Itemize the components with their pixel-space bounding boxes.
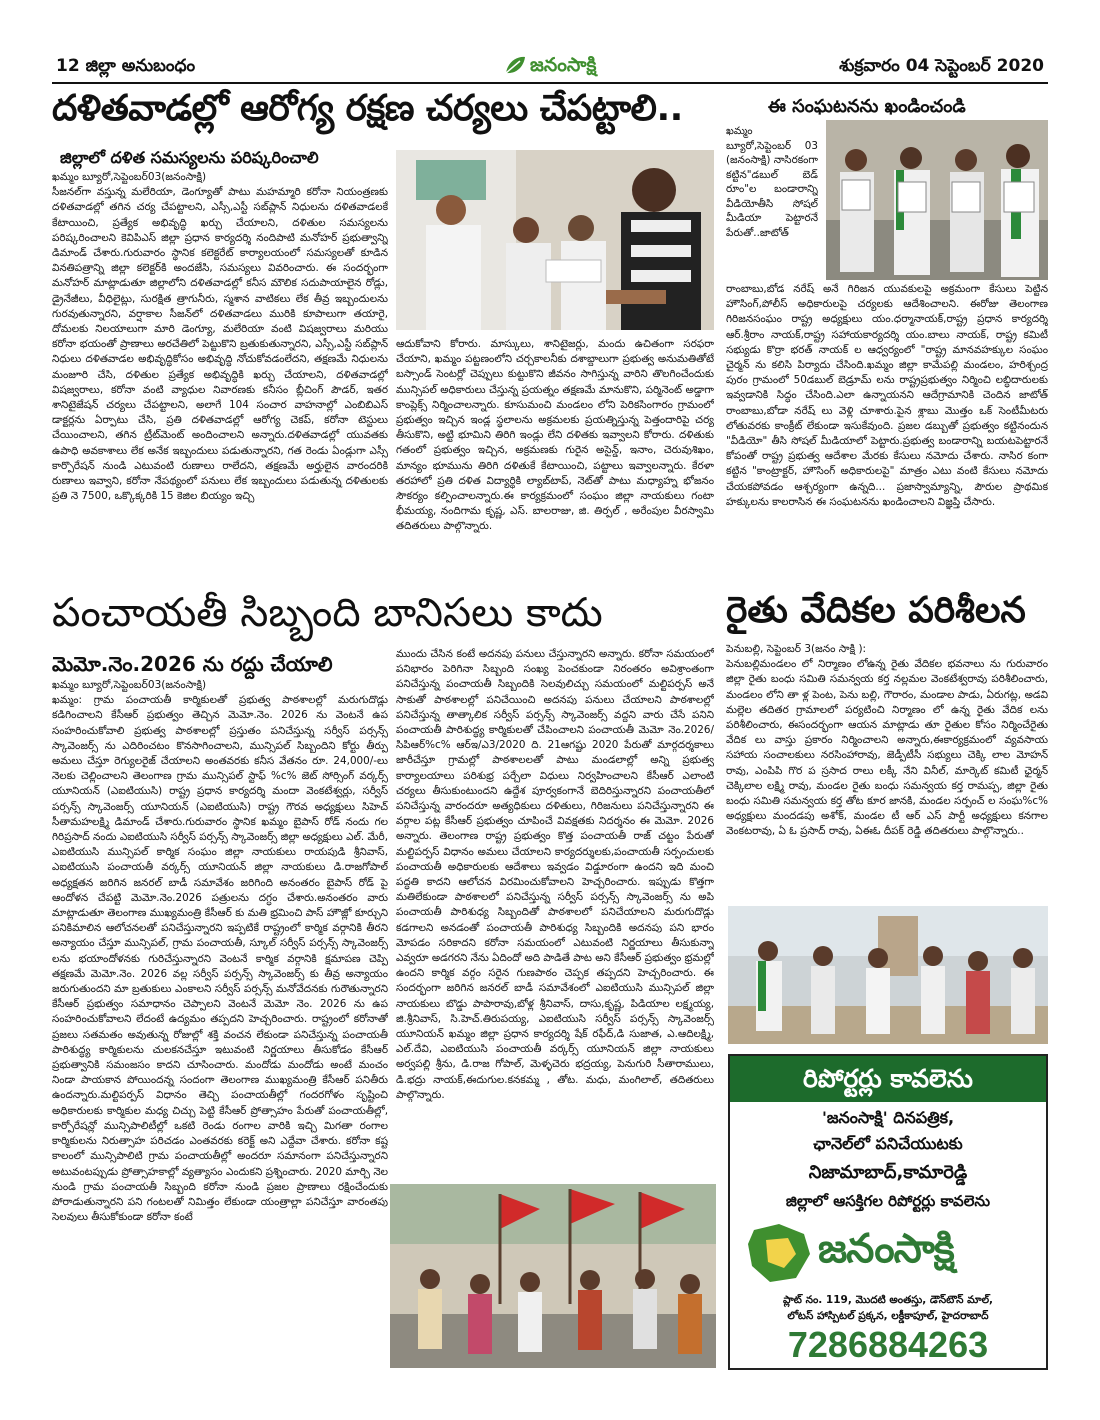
ad-logo-text: జనంసాక్షి bbox=[818, 1226, 954, 1272]
story4-col bbox=[726, 642, 1048, 904]
story1-subhead: జిల్లాలో దళిత సమస్యలను పరిష్కరించాలి bbox=[60, 148, 319, 167]
photo-tribal-association bbox=[826, 120, 1048, 280]
story3-col1 bbox=[52, 678, 388, 1368]
ad-logo bbox=[744, 1218, 1034, 1288]
header-rule bbox=[52, 82, 1048, 84]
photo-rythu-vedika bbox=[728, 906, 1048, 1044]
story1-col1 bbox=[52, 170, 388, 580]
story2-intro bbox=[726, 124, 818, 284]
story1-col2 bbox=[396, 337, 714, 582]
masthead-leaf-icon bbox=[502, 53, 528, 79]
story3-headline: పంచాయతీ సిబ్బంది బానిసలు కాదు bbox=[52, 590, 603, 636]
story3-col2-text: ముందు చేసిన కంటే అదనపు పనులు చేస్తున్నారని అన్నారు. కరోనా సమయంలో పనిభారం పెరిగినా సిబ్బంది సంఖ్య పెంచకుండా నిరంతరం అవిశ్రాంతంగా పనిచేస్తున్న పంచాయతీ సిబ్బందికి సెలవులిచ్చు సమయంలో మల్టిపర్పస్ అనే సాకుతో పాఠశాలల్లో పనిచేయించి అదనపు పనులు చేయాలని పాఠశాలల్లో పనిచేస్తున్న తాత్కాలిక సర్వీస్ పర్సన్స్ స్కావెంజర్స్ వద్దని వారు చేసే పనిని పంచాయతీ పారిశుద్ధ్య కార్మికులతో చేపించాలని పంచాయతీ మెమో నెం.2026/ సిపిఆర్%c% ఆర్‌ఇ/ఎ3/2020 ది. 21ఆగష్టు 2020 పేరుతో మార్గదర్శకాలు జారీచేస్తూ గ్రామల్లో పాఠశాలలతో పాటు మండలాల్లో అన్ని ప్రభుత్వ కార్యాలయాలు పరిశుభ్ర పర్చేలా విధులు నిర్వహించాలని కేసీఆర్ ఎలాంటి చర్యలు తీసుకుంటుందని ఉద్దేశ పూర్వకంగానే బెదిరిస్తున్నారని పంచాయతీలో పనిచేస్తున్న వారందరూ అత్యధికులు దళితులు, గిరిజనులు పనిచేస్తున్నారని ఈ వర్గాల పట్ల కేసీఆర్ ప్రభుత్వం చూపించే వివక్షతకు నిదర్శనం ఈ మెమో. 2026 అన్నారు. తెలంగాణ రాష్ట్ర ప్రభుత్వం కొత్త పంచాయతీ రాజ్ చట్టం పేరుతో మల్టిపర్పస్ విధానం అమలు చేయాలని కార్యదర్శులకు,పంచాయతీ సర్పంచులకు పంచాయతీ అధికారులకు ఆదేశాలు ఇవ్వడం విడ్డూరంగా ఉందని ఇది మంచి పద్ధతి కాదని ఆలోచన విరమించుకోవాలని హెచ్చరించారు. ఇప్పుడు కొత్తగా మతిలేకుండా పాఠశాలలో పనిచేస్తున్న సర్వీస్ పర్సన్స్ స్కావెంజర్స్ ను అపి పంచాయతీ పారిశుధ్య సిబ్బందితో పాఠశాలలో పనిచేయాలని మరుగుదొడ్లు కడగాలని అనడంతో పంచాయతీ పారిశుధ్య సిబ్బందికి అదనపు పని భారం మోపడం సరికాదని కరోనా సమయంలో ఎటువంటి నిర్ణయాలు తీసుకున్నా ఎవ్వరూ అడగరని నేను ఏదిందో అది పాడితే పాట అని కేసీఆర్ ప్రభుత్వం భ్రమల్లో ఉందని కార్మిక వర్గం సరైన గుణపాఠం చెప్పక తప్పదని హెచ్చరించారు. ఈ సందర్భంగా జరిగిన జనరల్ బాడీ సమావేశంలో ఎఐటియుసి మున్సిపల్ జిల్లా నాయకులు బొడ్డు పాపారావు,బోళ్ల శ్రీనివాస్, దాసు,కృష్ణ, పిడియాల లక్ష్మయ్య, జి.శ్రీనివాస్, సి.హెచ్.తిరుపయ్య, ఎఐటియుసి సర్వీస్ పర్సన్స్ స్కావెంజర్స్ యూనియన్ ఖమ్మం జిల్లా ప్రధాన కార్యదర్శి షేక్ రఫీద్,డి సుజాత, ఎ.ఆదిలక్ష్మి, ఎల్.దేవి, ఎఐటియుసి పంచాయతీ వర్కర్స్ యూనియన్ జిల్లా నాయకులు అర్వపల్లి శ్రీను, డి.రాజ గోపాల్, మెళ్ళచెరు భద్రయ్య, పెనుగురి సీతారాములు, డి.భద్రు నాయక్,ఈదుగుల.కనకమ్మ , తోట. మధు, మంగిలాల్, తదితరులు పాల్గొన్నారు. bbox=[396, 648, 714, 1101]
aituc-protest-red-flags-photo bbox=[390, 1184, 716, 1368]
ad-address1: ప్లాట్ నం. 119, మొదటి అంతస్తు, డౌన్‌టౌన్ మాల్, bbox=[782, 1294, 994, 1306]
story3-dateline: ఖమ్మం బ్యూరో,సెప్టెంబర్03(జనంసాక్షి) bbox=[52, 679, 207, 691]
story3-col2 bbox=[396, 647, 714, 1177]
story1-col2-text: ఆదుకోవాని కోరారు. మాస్కులు, శానిటైజర్లు, మందు ఉచితంగా సరఫరా చేయాని, ఖమ్మం పట్టణంలోని చర్చకాలనీకు దశాబ్దాలుగా ప్రభుత్వ అనుమతితోటే బస్సాండ్ సెంటర్లో చెప్పులు కుట్టుకొని జీవనం సాగిస్తున్న వారిని తొలగించేందుకు మున్సిపల్ అధికారులు చేస్తున్న ప్రయత్నం తక్షణమే మానుకొని, పర్మినెంట్ అడ్డాగా కాంప్లెక్స్ నిర్మించాలన్నారు. కూసుమంచి మండలం లోని పెరికసింగారం గ్రామంలో ప్రభుత్వం ఇచ్చిన ఇండ్ల స్థలాలను అక్రమలకు ప్రయత్నిస్తున్న పెత్తందారిపై చర్య తీసుకొని, అట్టి భూమిని తిరిగి ఇండ్లు లేని దళితకు ఇవ్వాలని కోరారు. దళితుకు గతంలో ప్రభుత్వం ఇచ్చిన, అక్రమణకు గురైన అసైన్డ్, ఇనాం, చెరువుశిఖం, మాన్యం భూమును తిరిగి దళితుకే కేటాయించి, పట్టాలు ఇవ్వాలన్నారు. కేరళా తరహాలో ప్రతి దళిత విద్యార్థికి ల్యాబ్‌టాప్, నెట్‌తో పాటు మధ్యాహ్న భోజనం సౌకర్యం కల్పించాలన్నారు.ఈ కార్యక్రమంలో సంఘం జిల్లా నాయకులు గంటా భీమయ్య, నందిగామ కృష్ణ, ఎస్. బాలరాజు, జి. తిర్పల్ , అరేంపుల వీరస్వామి తదితరులు పాల్గొన్నారు. bbox=[396, 338, 714, 533]
story4-body-text: పెనుబల్లిమండలం లో నిర్మాణం లోఉన్న రైతు వేదికల భవనాలు ను గురువారం జిల్లా రైతు బంధు సమితి సమన్వయ కర్త నల్లమల వెంకటేశ్వరావు పరిశీలించారు, మండలం లోని తా ళ్ల పెంట, పెను బల్లి, గౌరారం, మండాల పాడు, ఏరుగట్ల, అడవి మల్లెల తదితర గ్రామాలలో పర్యటించి నిర్మాణం లో ఉన్న రైతు వేదిక లను పరిశీలించారు, ఈసందర్భంగా ఆయన మాట్లాడు తూ రైతుల కోసం నిర్మించేరైతు వేదిక లు వాస్తు ప్రకారం నిర్మించాలని అన్నారు,ఈకార్యక్రమంలో వ్యవసాయ సహాయ సంచాలకులు నరసింహారావు, జెడ్పీటీసీ సభ్యులు చెక్కి లాల మోహన్ రావు, ఎంపిపి గొర ప స్రసాద రాలు లక్కీ నేని వినీల్, మార్కెట్ కమిటీ ఛైర్మన్ చెక్కిలాల లక్ష్మి రావు, మండల రైతు బంధు సమన్వయ కర్త రామప్ప, జిల్లా రైతు బంధు సమితి సమన్వయ కర్త తోట కూర జానకి, మండల సర్పంచ్ ల సంఘ%c% అధ్యక్షులు మందడపు అశోక్, మండల టీ ఆర్ ఎస్ పార్టీ అధ్యక్షులు కనగాల వెంకటరావు, ఏ ఓ ప్రసాద్ రావు, ఏఈఓ దీపక్ రెడ్డి తదితరులు పాల్గొన్నారు.. bbox=[726, 658, 1048, 838]
story4-headline: రైతు వేదికల పరిశీలన bbox=[726, 590, 1026, 631]
page-label: 12 జిల్లా అనుబంధం bbox=[56, 56, 196, 76]
ad-address2: లోటస్ హాస్పిటల్ ప్రక్కన, లక్డీకాపూల్, హైదరాబాద్ bbox=[787, 1310, 989, 1322]
photo-memorandum bbox=[396, 150, 714, 330]
ad-line1: 'జనంసాక్షి' దినపత్రిక, bbox=[821, 1108, 955, 1127]
story1-col1-text: సీజనల్‌గా వస్తున్న మలేరియా, డెంగ్యూతో పాటు మహమ్మారి కరోనా నియంత్రణకు దళితవాడల్లో తగిన చర్య చేపట్టాలని, ఎస్సీ,ఎస్టీ సబ్‌ప్లాన్ నిధులను దళితవాడలకే కేటాయించి, ప్రత్యేక అభివృద్ధి ఖర్చు చేయాలని, దళితుల సమస్యలను పరిష్కరించాలని కెవిపిఎస్ జిల్లా ప్రధాన కార్యదర్శి నందిపాటి మనోహర్ ప్రభుత్వాన్ని డిమాండ్ చేశారు.గురువారం స్థానిక కలెక్టరేట్ కార్యాలయంలో సమస్యలతో కూడిన వినతిపత్రాన్ని జిల్లా కలెక్టర్‌కి అందజేసి, సమస్యలు వివరించారు. ఈ సందర్భంగా మనోహర్ మాట్లాడుతూ జిల్లాలోని దళితవాడల్లో కనీస మౌలిక సదుపాయాలైన రోడ్లు, డ్రైనేజీలు, వీధిలైట్లు, సురక్షిత త్రాగునీరు, స్మశాన వాటికలు లేక తీవ్ర ఇబ్బందులను గురవుతున్నారని, వర్షాకాల సీజన్‌లో దళితవాడలు మురికి కూపాలుగా తయారై, దోమలకు నిలయాలుగా మారి డెంగ్యూ, మలేరియా వంటి విషజ్వరాలు మరియు కరోనా భయంతో ప్రాణాలు అరచేతిలో పెట్టుకొని బ్రతుకుతున్నారని, ఎస్సీ,ఎస్టీ సబ్‌ప్లాన్ నిధులు దళితవాడల అభివృద్ధికోసం అభివృద్ధి నోచుకోవడంలేదని, తక్షణమే నిధులను మంజూరి చేసి, దళితుల ప్రత్యేక అభివృద్ధికి ఖర్చు చేయాలని, దళితవాడల్లో విషజ్వరాలు, కరోనా వంటి వ్యాధుల నివారణకు కనీసం బ్లీచింగ్ పౌడర్, ఇతర శానిటైజేషన్ చర్యలు చేపట్టాలని, అలాగే 104 సంచార వాహనాల్లో ఎంబిబిఎస్ డాక్టర్లను ఏర్పాటు చేసి, ప్రతి దళితవాడల్లో ఆరోగ్య చెకప్, కరోనా టెస్టులు చేయించాలని, తగిన ట్రీట్‌మెంట్ అందించాలని అన్నారు.దళితవాడల్లో యువతకు ఉపాధి అవకాశాలు లేక అనేక ఇబ్బందులు పడుతున్నారని, గత రెండు ఏండ్లుగా ఎస్సీ కార్పొరేషన్ నుండి ఎటువంటి రుణాలు రాలేదని, తక్షణమే అర్హులైన వారందరికి రుణాలు ఇవ్వాని, కరోనా నేపథ్యంలో పనులు లేక ఇబ్బందులు పడుతున్న దళితులకు ప్రతి నె 7500, ఒక్కొక్కరికి 15 కెజిల బియ్యం ఇచ్చి bbox=[52, 186, 388, 503]
telangana-map-icon bbox=[744, 1220, 814, 1286]
page-date: శుక్రవారం 04 సెప్టెంబర్ 2020 bbox=[839, 56, 1044, 76]
page-header bbox=[52, 50, 1048, 86]
story1-dateline: ఖమ్మం బ్యూరో,సెప్టెంబర్03(జనంసాక్షి) bbox=[52, 171, 207, 183]
reporters-wanted-ad bbox=[728, 1054, 1048, 1370]
story1-headline: దళితవాడల్లో ఆరోగ్య రక్షణ చర్యలు చేపట్టాలి.. bbox=[52, 88, 683, 129]
tribal-association-members-holding-papers-photo bbox=[826, 120, 1048, 280]
story3-col1-text: ఖమ్మం: గ్రామ పంచాయతీ కార్మికులతో ప్రభుత్వ పాఠశాలల్లో మరుగుదొడ్లు కడిగించాలని కేసీఆర్ ప్రభుత్వం తెచ్చిన మెమో.నెం. 2026 ను వెంటనే ఉప సంహరించుకోవాలి ప్రభుత్వ పాఠశాలల్లో ప్రస్తుతం పనిచేస్తున్న సర్వీస్ పర్సన్స్ స్కావెంజర్స్ ను ఎదిరించటం కొనసాగించాలని, మున్సిపల్ సిబ్బందిని కోర్టు తీర్పు అమలు చేస్తూ రెగ్యులరైజ్ చేయాలని అంతవరకు కనీస వేతనం రూ. 24,000/-లు నెలకు చెల్లించాలని తెలంగాణ గ్రామ మున్సిపల్ స్టాఫ్ %c% జెట్ సోర్సింగ్ వర్కర్స్ యూనియన్ (ఎఐటియుసి) రాష్ట్ర ప్రధాన కార్యదర్శి మందా వెంకటేశ్వర్లు, సర్వీస్ పర్సన్స్ స్కావెంజర్స్ యూనియన్ (ఎఐటియుసి) రాష్ట్ర గౌరవ అధ్యక్షులు సిహెచ్ సీతామహలక్ష్మి డిమాండ్ చేశారు.గురువారం స్థానిక ఖమ్మం బైపాస్ రోడ్ నందు గల గిరిప్రసాద్ నందు ఎఐటియుసి సర్వీస్ పర్సన్స్ స్కావెంజర్స్ జిల్లా అధ్యక్షులు ఎల్. మేరీ, ఎఐటియుసి మున్సిపల్ కార్మిక సంఘం జిల్లా నాయకులు రాయపుడి శ్రీనివాస్, ఎఐటియుసి పంచాయతీ వర్కర్స్ యూనియన్ జిల్లా నాయకులు డి.రాజగోపాల్ అధ్యక్షతన జరిగిన జనరల్ బాడీ సమావేశం జరిగింది అనంతరం బైపాస్ రోడ్ పై ఆందోళన చేపట్టి మెమో.నెం.2026 పత్రులను దగ్ధం చేశారు.అనంతరం వారు మాట్లాడుతూ తెలంగాణ ముఖ్యమంత్రి కేసీఆర్ కు మతి భ్రమించి పాస్ హౌజ్లో కూర్చుని పనికిమాలిన ఆలోచనలతో పనిచేస్తున్నారని ఇప్పటికే రాష్ట్రంలో కార్మిక వర్గానికి తీరని అన్యాయం చేస్తూ మున్సిపల్, గ్రామ పంచాయతీ, స్కూల్ సర్వీస్ పర్సన్స్ స్కావెంజర్స్ లను భయాందోళనకు గురిచేస్తున్నారని వెంటనే కార్మిక వర్గానికి క్షమాపణ చెప్పి తక్షణమే మెమో.నెం. 2026 వల్ల సర్వీస్ పర్సన్స్ స్కావెంజర్స్ కు తీవ్ర అన్యాయం జరుగుతుందని మా బ్రతుకులు ఎంకాలని సర్వీస్ పర్సన్స్ మనోవేదనకు గురౌతున్నారని కేసీఆర్ ప్రభుత్వం సమాధానం చెప్పాలని వెంటనే మెమో నెం. 2026 ను ఉప సంహరించుకోవాలని లేదంటే ఉద్యమం తప్పదని హెచ్చరించారు. రాష్ట్రంలో కరోనాతో ప్రజలు సతమతం అవుతున్న రోజుల్లో శక్తి వంచన లేకుండా పనిచేస్తున్న పంచాయతీ పారిశుద్ధ్య కార్మికులను చులకనచేస్తూ ఇటువంటి నిర్ణయాలు తీసుకోడం కేసీఆర్ ప్రభుత్వానికి సమంజసం కాదని చూసించారు. మందోడు మందోడు అంటే మంచం నిండా పాయకాన పోయిందన్న సందంగా తెలంగాణ ముఖ్యమంత్రి కేసీఆర్ పనితీరు ఉందన్నారు.మల్టిపర్పస్ విధానం తెచ్చి పంచాయతీల్లో గందరగోళం సృష్టించి అధికారులకు కార్మికుల మధ్య చిచ్చు పెట్టి కేసీఆర్ ప్రోత్సాహం పేరుతో పంచాయతీల్లో, కార్పోరేషన్లో మున్సిపాలిటీల్లో ఒకటి రెండు రంగాల వారికి ఇచ్చి మిగతా రంగాల కార్మికులను నిరుత్సాహ పరిచడం ఎంతవరకు కరెక్ట్ అని ఎద్దేవా చేశారు. కరోనా కష్ట కాలంలో మున్సిపాలిటి గ్రామ పంచాయతీల్లో అందరూ సమానంగా పనిచేస్తున్నారని అటువంటప్పుడు ప్రోత్సాహకాల్లో వ్యత్యాసం ఎందుకని ప్రశ్నించారు. 2020 మార్చి నెల నుండి గ్రామ పంచాయతీ సిబ్బంది కరోనా నుండి ప్రజల ప్రాణాలు రక్షించేందుకు పోరాడుతున్నారని పని గంటలతో నిమిత్తం లేకుండా యంత్రాల్లా పనిచేస్తూ వారంతపు సెలవులు తీసుకోకుండా కరోనా కంటే bbox=[52, 694, 388, 1224]
story2-body bbox=[726, 282, 1048, 582]
story3-subhead: మెమో.నెం.2026 ను రద్దు చేయాలి bbox=[52, 652, 333, 676]
story2-intro-text: ఖమ్మం బ్యూరో,సెప్టెంబర్ 03 (జనంసాక్షి) నాసిరకంగా కట్టిన"డబుల్ బెడ్ రూం"ల బండారాన్ని వీడియోతీసి సోషల్ మీడియా పెట్టారనే పేరుతో..జాటోత్ bbox=[726, 125, 818, 239]
ad-line3: నిజామాబాద్,కామారెడ్డి bbox=[808, 1162, 968, 1183]
story2-body-text: రాంబాబు,బోడ నరేష్ అనే గిరిజన యువకులపై అక్రమంగా కేసులు పెట్టిన హౌసింగ్,పోలీస్ అధికారులపై చర్యలకు ఆదేశించాలని. ఈరోజు తెలంగాణ గిరిజనసంఘం రాష్ట్ర అధ్యక్షులు యం.ధర్మానాయక్,రాష్ట్ర ప్రధాన కార్యదర్శి ఆర్.శ్రీరాం నాయక్,రాష్ట్ర సహాయకార్యదర్శి యం.బాలు నాయక్, రాష్ట్ర కమిటీ సభ్యుడు కొర్రా భరత్ నాయక్ ల ఆధ్వర్యంలో "రాష్ట్ర మానవహక్కుల సంఘం చైర్మన్ ను కలిసి పిర్యాదు చేసింది.ఖమ్మం జిల్లా కామేపల్లి మండలం, హరిశ్చంద్ర పురం గ్రామంలో 50డబుల్ బెడ్రూమ్ లను రాష్ట్రప్రభుత్వం నిర్మించి లబ్ధిదారులకు ఇవ్వడానికి సిద్ధం చేసింది.ఎలా ఉన్నాయనని ఆదేగ్రామానికి చెందిన జాటోత్ రాంబాబు,బోడా నరేష్ లు వెళ్లి చూశారు.పైన శ్లాబు మొత్తం ఒక్ సెంటీమీటరు లోతువరకు కాంక్రీట్ లేకుండా ఇసుకేవుంది. ప్రజల డబ్బుతో ప్రభుత్వం కట్టినందున "వీడియో" తీసి సోషల్ మీడియాలో పెట్టారు.ప్రభుత్వ బండారాన్ని బయటపెట్టారనే కోపంతో రాష్ట్ర ప్రభుత్వ ఆదేశాల మేరకు కేసులు నమోదు చేశారు. నాసిర కంగా కట్టిన "కాంట్రాక్టర్, హౌసింగ్ అధికారులపై" మాత్రం ఎటు వంటి కేసులు నమోదు చేయకపోవడం ఆశ్చర్యంగా ఉన్నది... ప్రజాస్వామ్యాన్ని, పౌరుల ప్రాథమిక హక్కులను కాలరాసిన ఈ సంఘటనను ఖండించాలని విజ్ఞప్తి చేసారు. bbox=[726, 283, 1048, 508]
story4-dateline: పెనుబల్లి, సెప్టెంబర్ 3(జనం సాక్షి ): bbox=[726, 643, 867, 655]
photo-aituc-protest bbox=[390, 1184, 716, 1368]
ad-title: రిపోర్టర్లు కావలెను bbox=[730, 1056, 1046, 1102]
masthead bbox=[502, 51, 642, 81]
masthead-title: జనంసాక్షి bbox=[530, 54, 597, 76]
ad-line4: జిల్లాలో ఆసక్తిగల రిపోర్టర్లు కావలెను bbox=[785, 1192, 991, 1210]
story2-headline: ఈ సంఘటనను ఖండించండి bbox=[768, 96, 966, 117]
ad-phone: 7286884263 bbox=[787, 1324, 989, 1365]
ad-line2: ఛానెల్‌లో పనిచేయుటకు bbox=[813, 1134, 963, 1153]
officials-inspecting-rythu-vedika-photo bbox=[728, 906, 1048, 1044]
people-handing-memorandum-photo bbox=[396, 150, 714, 330]
